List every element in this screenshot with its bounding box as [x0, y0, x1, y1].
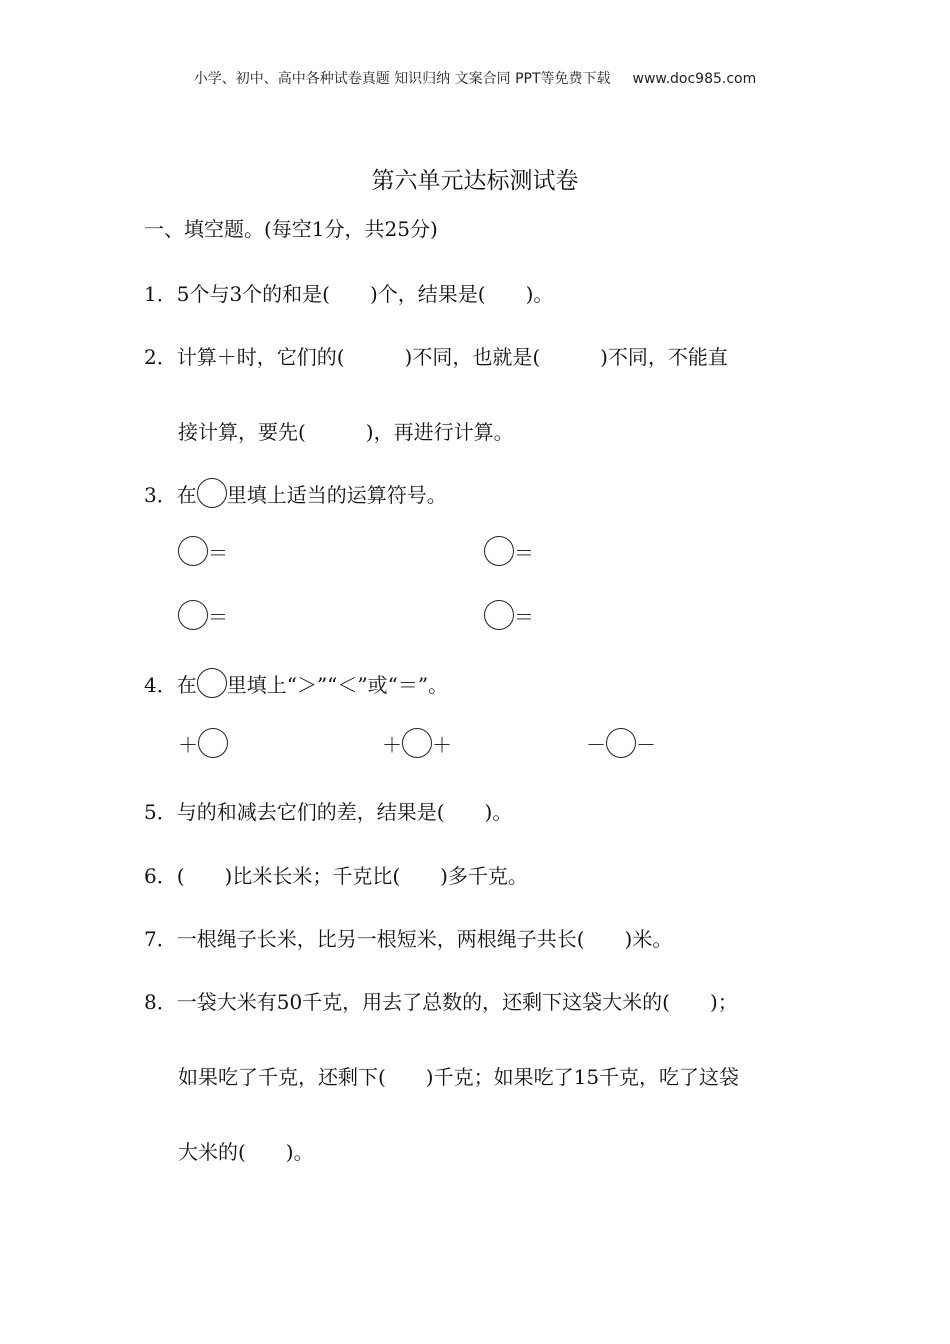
blank-circle[interactable]: [484, 600, 514, 630]
question-6: 6．( )比米长米；千克比( )多千克。: [144, 864, 528, 888]
q4-item: ＋: [178, 728, 228, 758]
header-text: 小学、初中、高中各种试卷真题 知识归纳 文案合同 PPT等免费下载: [193, 71, 611, 87]
blank-circle[interactable]: [484, 536, 514, 566]
question-2-line-2: 接计算，要先( )，再进行计算。: [178, 420, 514, 444]
q3-item: ＝: [178, 600, 228, 630]
question-1: 1．5个与3个的和是( )个，结果是( )。: [144, 282, 554, 306]
question-8-line-2: 如果吃了千克，还剩下( )千克；如果吃了15千克，吃了这袋: [178, 1065, 740, 1089]
page-title: 第六单元达标测试卷: [371, 168, 579, 194]
question-4-prefix: 4．在: [144, 673, 197, 697]
q3-item: ＝: [484, 600, 534, 630]
q3-item: ＝: [484, 536, 534, 566]
q4-item: ＋ ＋: [382, 728, 452, 758]
blank-circle[interactable]: [198, 728, 228, 758]
blank-circle[interactable]: [178, 600, 208, 630]
question-5: 5．与的和减去它们的差，结果是( )。: [144, 800, 513, 824]
question-4-suffix: 里填上“＞”“＜”或“＝”。: [226, 673, 449, 697]
question-8-line-3: 大米的( )。: [178, 1140, 314, 1164]
page-header: [0, 68, 950, 88]
q3-item: ＝: [178, 536, 228, 566]
question-8-line-1: 8．一袋大米有50千克，用去了总数的，还剩下这袋大米的( )；: [144, 990, 738, 1014]
blank-circle[interactable]: [606, 728, 636, 758]
blank-circle[interactable]: [178, 536, 208, 566]
question-3: [144, 478, 447, 508]
question-2-line-1: 2．计算＋时，它们的( )不同，也就是( )不同，不能直: [144, 345, 728, 369]
question-3-prefix: 3．在: [144, 483, 197, 507]
header-url: www.doc985.com: [632, 71, 757, 87]
q4-item: － －: [586, 728, 656, 758]
question-7: 7．一根绳子长米，比另一根短米，两根绳子共长( )米。: [144, 927, 673, 951]
circle-icon: [197, 478, 227, 508]
section-heading: 一、填空题。(每空1分，共25分): [144, 217, 438, 241]
blank-circle[interactable]: [402, 728, 432, 758]
question-4: [144, 668, 448, 698]
circle-icon: [197, 668, 227, 698]
question-3-suffix: 里填上适当的运算符号。: [226, 483, 447, 507]
